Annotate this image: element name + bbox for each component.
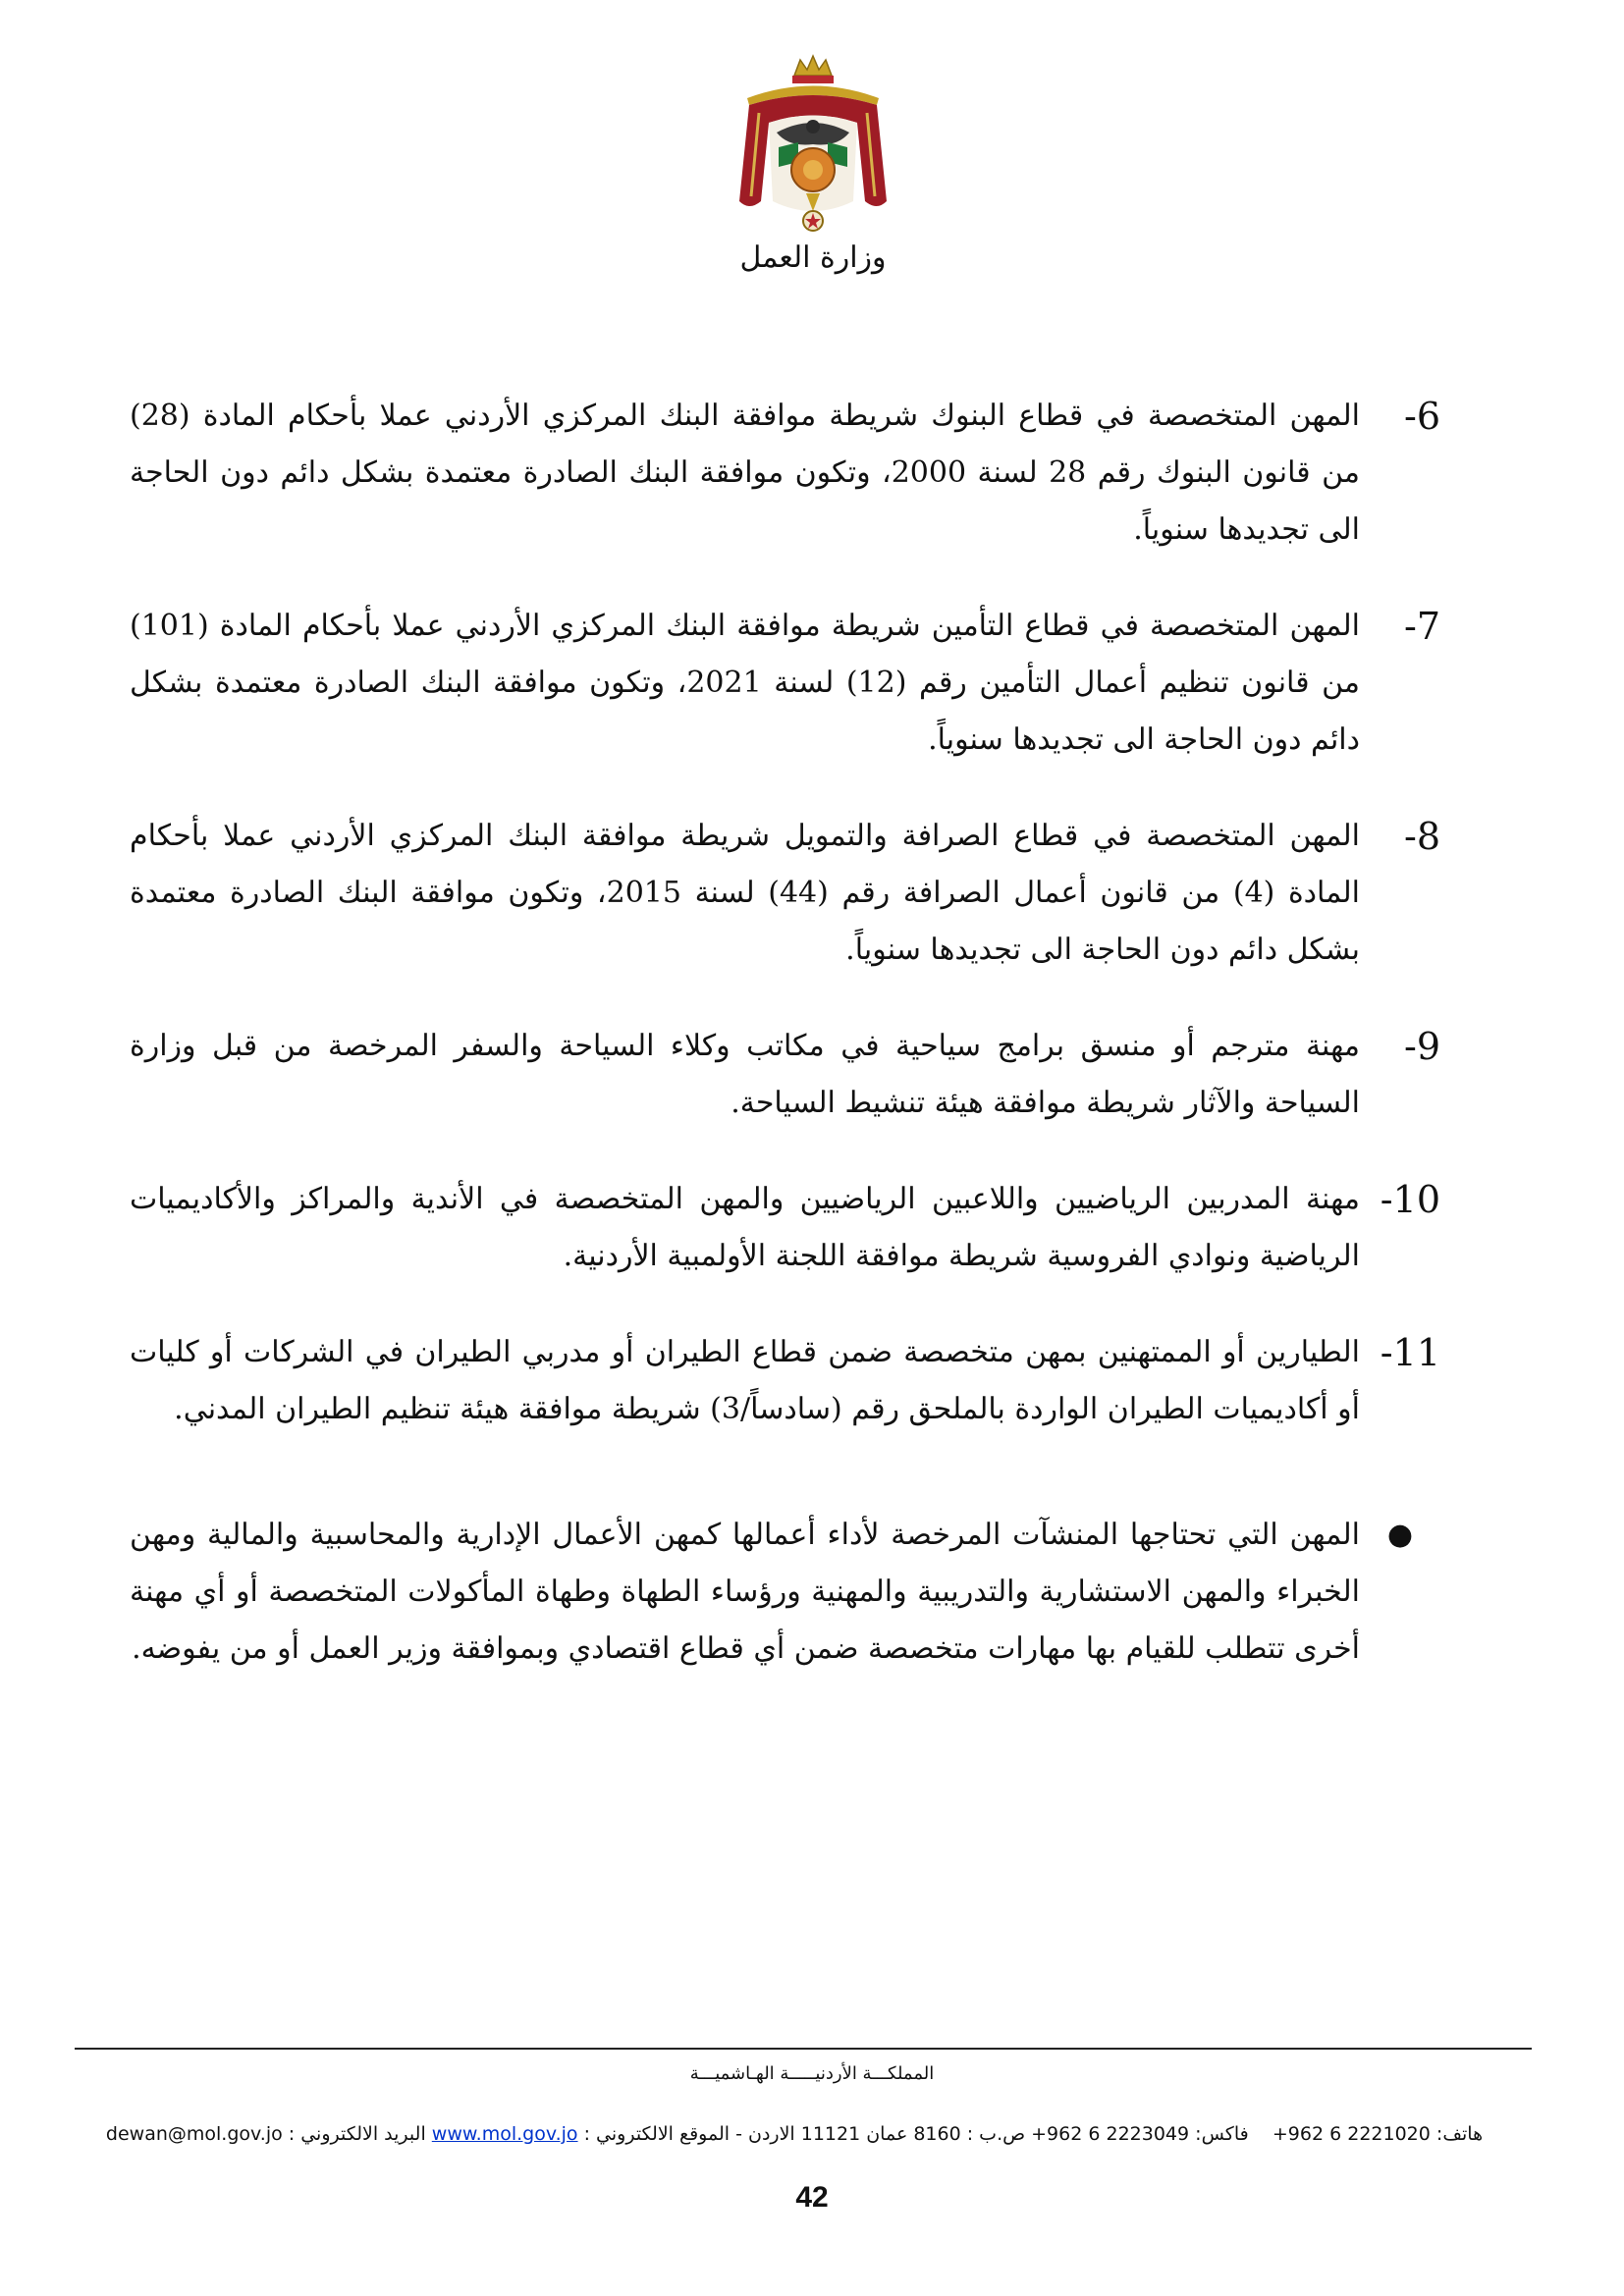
bullet-icon: ● [1386,1518,1414,1552]
footer-country: المملكـــة الأردنيـــــة الهـاشميـــة [689,2063,935,2084]
list-item [130,388,1440,559]
item-text: المهن المتخصصة في قطاع البنوك شريطة موافقة البنك المركزي الأردني عملا بأحكام المادة (28) من قانون البنوك رقم 28 لسنة 2000، وتكون موافقة البنك الصادرة معتمدة بشكل دائم دون الحاجة الى تجديدها سنوياً. [130,399,1360,547]
list-item [130,598,1440,769]
item-number: 8- [1403,815,1440,858]
item-text: المهن المتخصصة في قطاع الصرافة والتمويل شريطة موافقة البنك المركزي الأردني عملا بأحكام المادة (4) من قانون أعمال الصرافة رقم (44) لسنة 2015، وتكون موافقة البنك الصادرة معتمدة بشكل دائم دون الحاجة الى تجديدها سنوياً. [130,819,1361,967]
item-text: مهنة مترجم أو منسق برامج سياحية في مكاتب وكلاء السياحة والسفر المرخصة من قبل وزارة السياحة والآثار شريطة موافقة هيئة تنشيط السياحة. [130,1029,1360,1120]
list-item [130,1324,1440,1438]
item-number: 7- [1403,605,1440,648]
page-number: 42 [795,2181,829,2214]
list-item [130,1171,1440,1285]
phone-number: +962 6 2221020 [1272,2123,1431,2145]
fax-number: +962 6 2223049 [1031,2123,1190,2145]
item-text: مهنة المدربين الرياضيين واللاعبين الرياضيين والمهن المتخصصة في الأندية والمراكز والأكاديميات الرياضية ونوادي الفروسية شريطة موافقة اللجنة الأولمبية الأردنية. [130,1182,1360,1273]
item-number: 11- [1380,1331,1440,1374]
email-link[interactable]: dewan@mol.gov.jo [105,2123,283,2145]
pobox-text: ص.ب : 8160 عمان 11121 الاردن - الموقع الالكتروني : [583,2123,1026,2145]
item-number: 6- [1403,395,1440,438]
bullet-text: المهن التي تحتاجها المنشآت المرخصة لأداء أعمالها كمهن الأعمال الإدارية والمحاسبية والمالية ومهن الخبراء والمهن الاستشارية والتدريبية والمهنية ورؤساء الطهاة وطهاة المأكولات المتخصصة أو أي مهنة أخرى تتطلب للقيام بها مهارات متخصصة ضمن أي قطاع اقتصادي وبموافقة وزير العمل أو من يفوضه. [130,1518,1360,1666]
fax-label: فاكس: [1195,2123,1249,2145]
document-body [130,388,1440,1717]
website-link[interactable]: www.mol.gov.jo [431,2123,578,2145]
item-text: المهن المتخصصة في قطاع التأمين شريطة موافقة البنك المركزي الأردني عملا بأحكام المادة (101) من قانون تنظيم أعمال التأمين رقم (12) لسنة 2021، وتكون موافقة البنك الصادرة معتمدة بشكل دائم دون الحاجة الى تجديدها سنوياً. [130,609,1361,757]
item-text: الطيارين أو الممتهنين بمهن متخصصة ضمن قطاع الطيران أو مدربي الطيران في الشركات أو كليات أو أكاديميات الطيران الواردة بالملحق رقم (سادساً/3) شريطة موافقة هيئة تنظيم الطيران المدني. [130,1335,1360,1426]
bullet-item [130,1507,1440,1678]
phone-label: هاتف: [1435,2123,1484,2145]
jordan-royal-crest-icon [730,54,896,240]
ministry-name: وزارة العمل [739,240,887,275]
item-number: 9- [1403,1025,1440,1068]
footer-divider [75,2048,1532,2050]
item-number: 10- [1380,1178,1440,1221]
list-item [130,808,1440,979]
email-label: البريد الالكتروني : [288,2123,426,2145]
footer-contact [98,2123,1490,2145]
list-item [130,1018,1440,1132]
